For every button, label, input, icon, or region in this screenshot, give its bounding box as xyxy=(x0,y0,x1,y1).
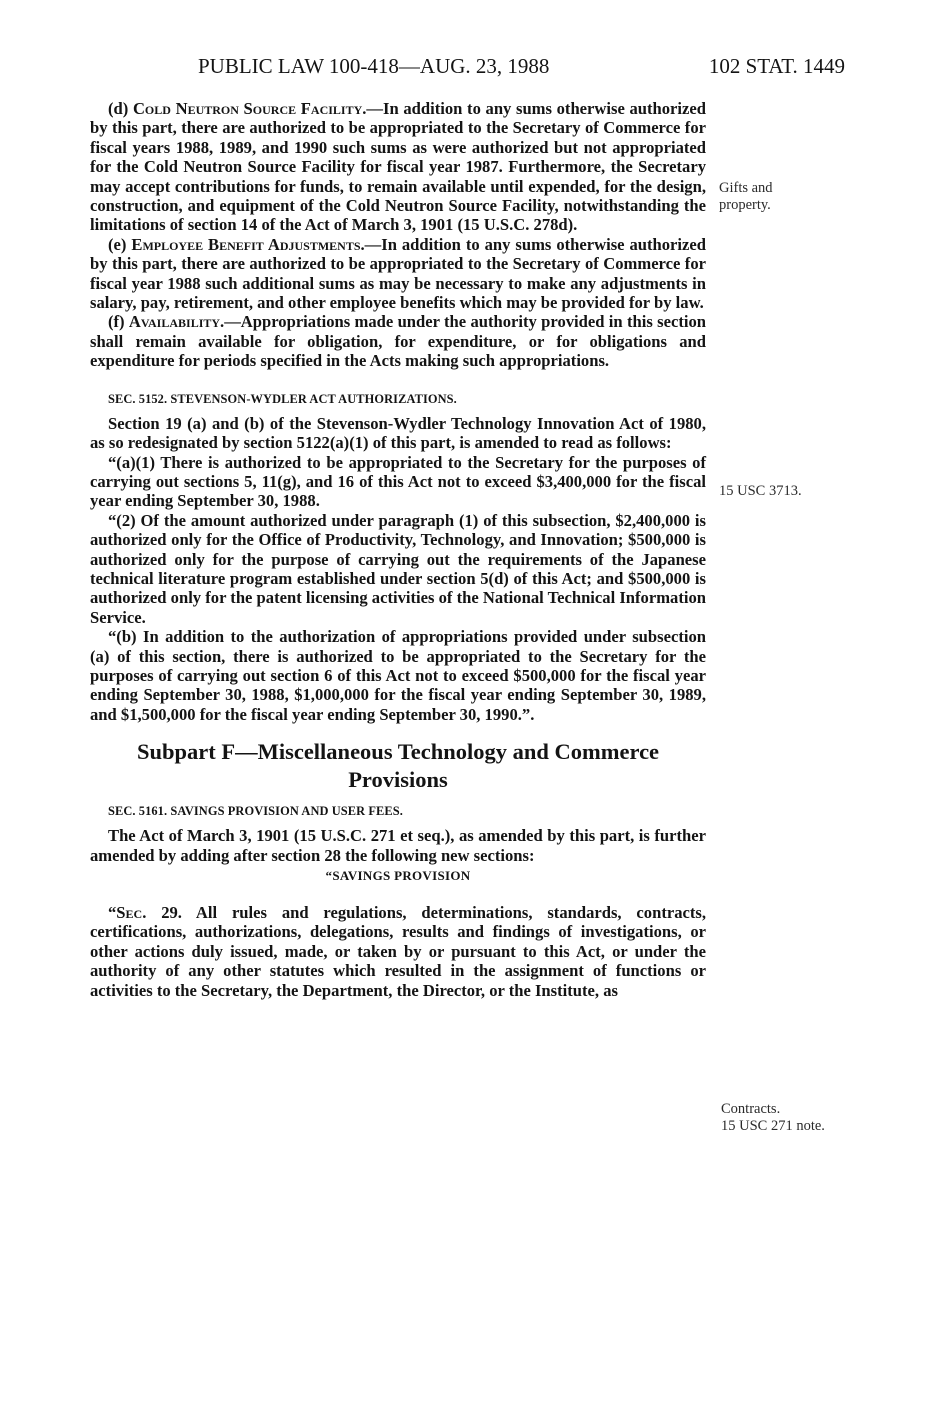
section-5152-heading: SEC. 5152. STEVENSON-WYDLER ACT AUTHORIZATIONS. xyxy=(108,391,457,406)
paragraph-d-text: —In addition to any sums otherwise authorized by this part, there are authorized to be appropriated to the Secretary of Commerce for fiscal years 1988, 1989, and 1990 such sums as were authorized but not appropriated for the Cold Neutron Source Facility for fiscal year 1987. Furthermore, the Secretary may accept contributions for funds, to remain available until expended, for the design, construction, and equipment of the Cold Neutron Source Facility, notwithstanding the limitations of section 14 of the Act of March 3, 1901 (15 U.S.C. 278d). xyxy=(90,99,706,235)
margin-note-gifts xyxy=(719,180,773,214)
margin-note-gifts-line2: property. xyxy=(719,197,771,213)
paragraph-f-text: —Appropriations made under the authority provided in this section shall remain available for obligation, for expenditure, or for obligations and expenditure for periods specified in the Acts making such appropriations. xyxy=(90,312,706,371)
margin-note-usc-3713: 15 USC 3713. xyxy=(719,483,802,499)
paragraph-f xyxy=(90,312,706,370)
paragraph-d-label: (d) xyxy=(108,99,133,118)
paragraph-e-text: —In addition to any sums otherwise authorized by this part, there are authorized to be appropriated to the Secretary of Commerce for fiscal year 1988 such additional sums as may be necessary to make any adjustments in salary, pay, retirement, and other employee benefits which may be provided for by law. xyxy=(90,234,706,313)
margin-note-contracts xyxy=(721,1101,825,1135)
paragraph-e-label: (e) xyxy=(108,234,132,254)
running-head: PUBLIC LAW 100-418—AUG. 23, 1988 xyxy=(198,54,550,78)
section-5152-subsection-a1: “(a)(1) There is authorized to be appropriated to the Secretary for the purposes of carrying out sections 5, 11(g), and 16 of this Act not to exceed $3,400,000 for the fiscal year ending September 30, 1988. xyxy=(90,452,706,511)
paragraph-e-heading: Employee Benefit Adjustments. xyxy=(131,234,365,254)
paragraph-d xyxy=(90,99,706,235)
page-citation: 102 STAT. 1449 xyxy=(708,54,845,78)
section-5152-intro: Section 19 (a) and (b) of the Stevenson-Wydler Technology Innovation Act of 1980, as so redesignated by section 5122(a)(1) of this part, is amended to read as follows: xyxy=(90,413,706,453)
section-5152-subsection-a2: “(2) Of the amount authorized under paragraph (1) of this subsection, $2,400,000 is authorized only for the Office of Productivity, Technology, and Innovation; $500,000 is authorized only for the purpose of carrying out the requirements of the Japanese technical literature program established under section 5(d) of this Act; and $500,000 is authorized only for the patent licensing activities of the National Technical Information Service. xyxy=(90,510,706,627)
margin-note-contracts-line1: Contracts. xyxy=(721,1101,781,1117)
section-29-body: All rules and regulations, determinations, standards, contracts, certifications, authorizations, delegations, results and findings of investigations, or other actions duly issued, made, or taken by or pursuant to this Act, or under the authority of any other statutes which resulted in the assignment of functions or activities to the Secretary, the Department, the Director, or the Institute, as xyxy=(90,903,706,1000)
margin-note-gifts-line1: Gifts and xyxy=(719,180,773,196)
body-text xyxy=(90,99,706,1000)
section-29-text xyxy=(90,903,706,1000)
margin-note-contracts-line2: 15 USC 271 note. xyxy=(721,1118,825,1134)
section-5161-intro: The Act of March 3, 1901 (15 U.S.C. 271 et seq.), as amended by this part, is further amended by adding after section 28 the following new sections: xyxy=(90,826,706,865)
subpart-f-heading: Subpart F—Miscellaneous Technology and Commerce Provisions xyxy=(136,739,660,793)
paragraph-f-label: (f) xyxy=(108,312,129,332)
section-5161-heading: SEC. 5161. SAVINGS PROVISION AND USER FEES. xyxy=(108,804,403,819)
paragraph-f-heading: Availability. xyxy=(128,312,225,332)
page-header xyxy=(0,54,945,84)
savings-provision-heading: “SAVINGS PROVISION xyxy=(325,868,471,883)
section-5152-subsection-b: “(b) In addition to the authorization of appropriations provided under subsection (a) of this section, there is authorized to be appropriated to the Secretary for the purposes of carrying out section 6 of this Act not to exceed $500,000 for the fiscal year ending September 30, 1988, $1,000,000 for the fiscal year ending September 30, 1989, and $1,500,000 for the fiscal year ending September 30, 1990.”. xyxy=(90,627,706,724)
section-29-label: “Sec. 29. xyxy=(108,903,182,922)
paragraph-e xyxy=(90,235,706,313)
paragraph-d-heading: Cold Neutron Source Facility. xyxy=(132,99,367,118)
